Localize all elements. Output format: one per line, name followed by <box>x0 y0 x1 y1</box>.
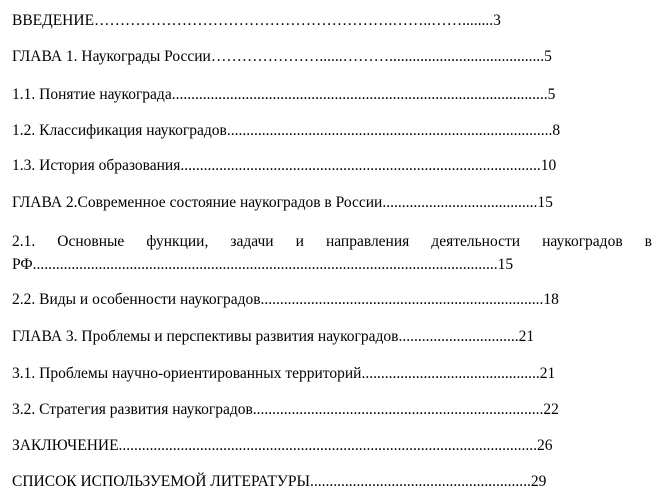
toc-entry-2-1-line-2: РФ........................................................................................................................15 <box>12 256 514 273</box>
toc-entry-2-1-line-1: 2.1. Основные функции, задачи и направления деятельности наукоградов в <box>12 233 652 250</box>
toc-entry-1-1: 1.1. Понятие наукограда.................................................................................................5 <box>12 86 556 103</box>
toc-entry-chapter-2: ГЛАВА 2.Современное состояние наукоградов в России........................................15 <box>12 194 553 211</box>
toc-entry-3-2: 3.2. Стратегия развития наукоградов...........................................................................22 <box>12 401 559 418</box>
toc-entry-bibliography: СПИСОК ИСПОЛЬЗУЕМОЙ ЛИТЕРАТУРЫ.........................................................29 <box>12 473 547 490</box>
toc-entry-chapter-1: ГЛАВА 1. Наукограды России…………………......………........................................5 <box>12 48 552 65</box>
toc-entry-chapter-3: ГЛАВА 3. Проблемы и перспективы развития наукоградов...............................21 <box>12 328 535 345</box>
toc-entry-1-3: 1.3. История образования.............................................................................................10 <box>12 157 557 174</box>
toc-entry-2-2: 2.2. Виды и особенности наукоградов.........................................................................18 <box>12 291 559 308</box>
toc-entry-introduction: ВВЕДЕНИЕ………………………………………………….……..……........3 <box>12 12 501 29</box>
toc-entry-3-1: 3.1. Проблемы научно-ориентированных территорий..............................................21 <box>12 365 556 382</box>
toc-entry-1-2: 1.2. Классификация наукоградов....................................................................................8 <box>12 122 561 139</box>
toc-entry-conclusion: ЗАКЛЮЧЕНИЕ............................................................................................................26 <box>12 437 553 454</box>
